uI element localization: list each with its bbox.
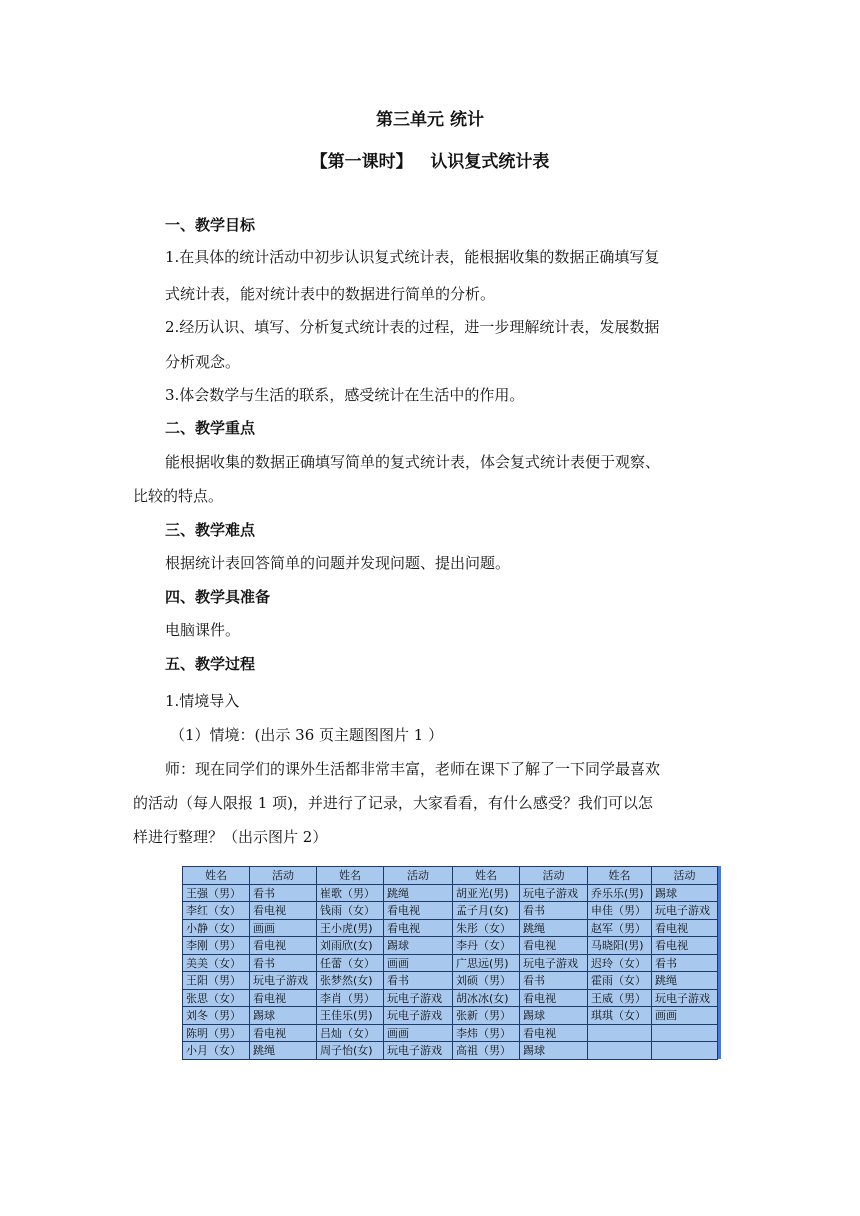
activity-cell: 玩电子游戏	[520, 954, 588, 972]
table-row	[183, 884, 718, 902]
activity-cell: 看电视	[652, 919, 718, 937]
paragraph-line: （1）情境：(出示 36 页主题图图片 1 ）	[170, 726, 444, 744]
student-name-cell: 胡亚光(男)	[453, 884, 520, 902]
section-heading-key-points: 二、教学重点	[165, 419, 256, 437]
student-name-cell: 乔乐乐(男)	[588, 884, 652, 902]
activity-cell: 玩电子游戏	[384, 1042, 453, 1060]
activity-cell	[652, 1024, 718, 1042]
activity-cell: 看书	[384, 972, 453, 990]
table-row	[183, 902, 718, 920]
paragraph-line: 2.经历认识、填写、分析复式统计表的过程，进一步理解统计表，发展数据	[165, 318, 660, 336]
student-name-cell: 钱雨（女）	[317, 902, 384, 920]
column-header: 姓名	[453, 867, 520, 885]
student-name-cell: 小静（女）	[183, 919, 250, 937]
student-name-cell: 吕灿（女）	[317, 1024, 384, 1042]
activity-cell: 看电视	[520, 1024, 588, 1042]
student-name-cell: 小月（女）	[183, 1042, 250, 1060]
activity-cell: 玩电子游戏	[652, 989, 718, 1007]
activity-cell: 踢球	[520, 1007, 588, 1025]
paragraph-line: 电脑课件。	[165, 621, 241, 639]
column-header: 姓名	[183, 867, 250, 885]
activity-cell: 看电视	[384, 919, 453, 937]
student-name-cell: 王阳（男）	[183, 972, 250, 990]
activity-cell: 看书	[250, 884, 317, 902]
student-name-cell	[588, 1042, 652, 1060]
activity-cell: 看电视	[250, 1024, 317, 1042]
activity-cell: 画画	[384, 1024, 453, 1042]
student-name-cell: 李炜（男）	[453, 1024, 520, 1042]
student-name-cell: 李丹（女）	[453, 937, 520, 955]
student-name-cell: 崔歌（男）	[317, 884, 384, 902]
student-name-cell	[588, 1024, 652, 1042]
activity-cell: 画画	[384, 954, 453, 972]
student-name-cell: 孟子月(女)	[453, 902, 520, 920]
page-title: 第三单元 统计	[376, 110, 484, 130]
activity-cell: 玩电子游戏	[250, 972, 317, 990]
table-row	[183, 919, 718, 937]
column-header: 姓名	[317, 867, 384, 885]
column-header: 活动	[384, 867, 453, 885]
column-header: 活动	[520, 867, 588, 885]
activity-cell: 看电视	[652, 937, 718, 955]
table-header-row	[183, 867, 718, 885]
lesson-subtitle: 【第一课时】 认识复式统计表	[310, 152, 550, 172]
activity-cell: 踢球	[250, 1007, 317, 1025]
activity-cell: 看书	[520, 902, 588, 920]
activity-cell: 看电视	[250, 989, 317, 1007]
student-name-cell: 李刚（男）	[183, 937, 250, 955]
activity-cell: 玩电子游戏	[520, 884, 588, 902]
activity-cell: 跳绳	[250, 1042, 317, 1060]
activity-cell: 画画	[652, 1007, 718, 1025]
activity-cell: 踢球	[384, 937, 453, 955]
column-header: 活动	[250, 867, 317, 885]
activity-cell: 跳绳	[384, 884, 453, 902]
section-heading-preparation: 四、教学具准备	[165, 588, 271, 606]
student-name-cell: 王威（男）	[588, 989, 652, 1007]
student-name-cell: 赵军（男）	[588, 919, 652, 937]
activity-cell: 玩电子游戏	[384, 1007, 453, 1025]
section-heading-process: 五、教学过程	[165, 655, 256, 673]
paragraph-line: 分析观念。	[165, 353, 241, 371]
paragraph-line: 1.情境导入	[165, 692, 240, 710]
activity-cell: 看书	[250, 954, 317, 972]
activity-table-image	[182, 866, 721, 1059]
student-name-cell: 高祖（男）	[453, 1042, 520, 1060]
student-name-cell: 王佳乐(男)	[317, 1007, 384, 1025]
table-row	[183, 1007, 718, 1025]
student-name-cell: 霍雨（女）	[588, 972, 652, 990]
activity-cell: 画画	[250, 919, 317, 937]
student-name-cell: 张梦然(女)	[317, 972, 384, 990]
activity-cell: 看电视	[250, 902, 317, 920]
paragraph-line: 式统计表，能对统计表中的数据进行简单的分析。	[165, 285, 496, 303]
paragraph-line: 的活动（每人限报 1 项)，并进行了记录，大家看看，有什么感受？我们可以怎	[133, 794, 653, 812]
student-name-cell: 琪琪（女）	[588, 1007, 652, 1025]
activity-cell: 跳绳	[652, 972, 718, 990]
activity-cell: 看电视	[250, 937, 317, 955]
student-name-cell: 刘雨欣(女)	[317, 937, 384, 955]
student-name-cell: 陈明（男）	[183, 1024, 250, 1042]
student-name-cell: 胡冰冰(女)	[453, 989, 520, 1007]
student-name-cell: 马晓阳(男)	[588, 937, 652, 955]
paragraph-line: 比较的特点。	[133, 487, 224, 505]
column-header: 姓名	[588, 867, 652, 885]
paragraph-line: 根据统计表回答简单的问题并发现问题、提出问题。	[165, 554, 511, 572]
student-name-cell: 王强（男）	[183, 884, 250, 902]
table-row	[183, 989, 718, 1007]
student-name-cell: 李红（女）	[183, 902, 250, 920]
table-row	[183, 1042, 718, 1060]
activity-cell: 看书	[520, 972, 588, 990]
activity-cell: 玩电子游戏	[384, 989, 453, 1007]
section-heading-difficulties: 三、教学难点	[165, 521, 256, 539]
student-name-cell: 朱彤（女）	[453, 919, 520, 937]
activity-cell: 看电视	[520, 989, 588, 1007]
activity-cell	[652, 1042, 718, 1060]
activity-cell: 看书	[652, 954, 718, 972]
student-name-cell: 王小虎(男)	[317, 919, 384, 937]
student-name-cell: 周子怡(女)	[317, 1042, 384, 1060]
student-name-cell: 李肖（男）	[317, 989, 384, 1007]
paragraph-line: 师：现在同学们的课外生活都非常丰富，老师在课下了解了一下同学最喜欢	[165, 760, 661, 778]
column-header: 活动	[652, 867, 718, 885]
table-row	[183, 937, 718, 955]
table-row	[183, 972, 718, 990]
student-name-cell: 刘硕（男）	[453, 972, 520, 990]
activity-cell: 踢球	[652, 884, 718, 902]
activity-cell: 跳绳	[520, 919, 588, 937]
student-name-cell: 申佳（男）	[588, 902, 652, 920]
activity-cell: 看电视	[384, 902, 453, 920]
activity-cell: 看电视	[520, 937, 588, 955]
student-name-cell: 美美（女）	[183, 954, 250, 972]
student-name-cell: 任蕾（女）	[317, 954, 384, 972]
paragraph-line: 样进行整理？（出示图片 2）	[133, 828, 328, 846]
paragraph-line: 1.在具体的统计活动中初步认识复式统计表，能根据收集的数据正确填写复	[165, 248, 660, 266]
student-name-cell: 迟玲（女）	[588, 954, 652, 972]
student-name-cell: 张思（女）	[183, 989, 250, 1007]
student-name-cell: 广思远(男)	[453, 954, 520, 972]
activity-cell: 踢球	[520, 1042, 588, 1060]
activity-table	[182, 866, 718, 1060]
student-name-cell: 刘冬（男）	[183, 1007, 250, 1025]
paragraph-line: 能根据收集的数据正确填写简单的复式统计表，体会复式统计表便于观察、	[165, 453, 661, 471]
paragraph-line: 3.体会数学与生活的联系，感受统计在生活中的作用。	[165, 386, 525, 404]
section-heading-goals: 一、教学目标	[165, 216, 256, 234]
student-name-cell: 张新（男）	[453, 1007, 520, 1025]
activity-cell: 玩电子游戏	[652, 902, 718, 920]
table-row	[183, 954, 718, 972]
table-row	[183, 1024, 718, 1042]
